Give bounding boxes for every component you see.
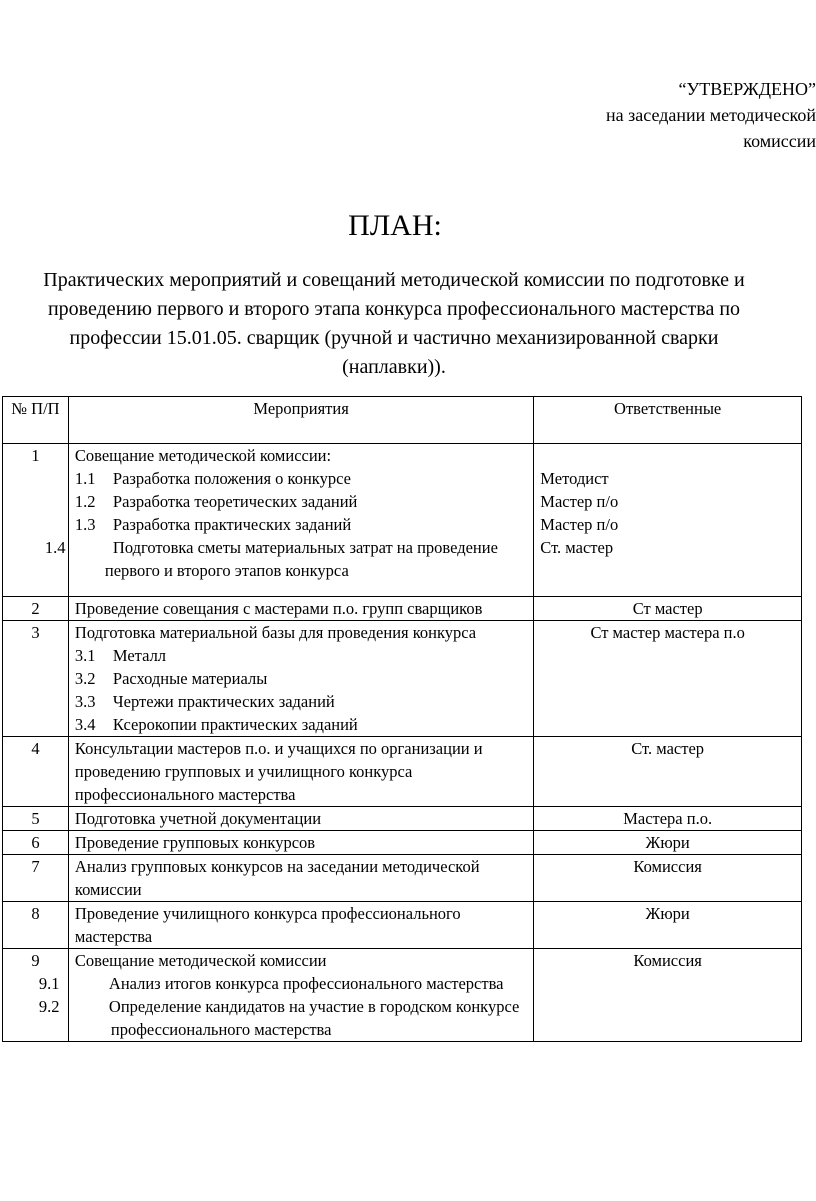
item-number: 1.2 <box>74 492 96 511</box>
header-activity: Мероприятия <box>68 397 533 444</box>
activity-title: Совещание методической комиссии: <box>74 446 332 465</box>
item-text: Определение кандидатов на участие в городском конкурсе профессионального мастерства <box>108 997 520 1039</box>
responsible-item: Ст. мастер <box>540 538 614 557</box>
row-responsible: Ст мастер <box>534 597 802 621</box>
row-activity: Проведение училищного конкурса профессионального мастерства <box>68 902 533 949</box>
row-number: 7 <box>3 855 69 902</box>
row-activity: Проведение групповых конкурсов <box>68 831 533 855</box>
row-responsible: Ст мастер мастера п.о <box>534 621 802 737</box>
row-activity <box>38 949 533 1042</box>
item-number: 3.3 <box>74 692 96 711</box>
table-header-row <box>3 397 802 444</box>
item-text: Металл <box>112 646 167 665</box>
row-responsible <box>534 444 802 597</box>
subtitle-line: (наплавки)). <box>342 356 446 378</box>
item-number: 1.3 <box>74 515 96 534</box>
activity-title: Совещание методической комиссии <box>74 951 327 970</box>
item-text: Расходные материалы <box>112 669 268 688</box>
item-text: Разработка теоретических заданий <box>112 492 358 511</box>
row-activity <box>68 621 533 737</box>
activity-title: Подготовка материальной базы для проведения конкурса <box>74 623 477 642</box>
item-number: 3.2 <box>74 669 96 688</box>
table-row <box>3 807 802 831</box>
header-responsible: Ответственные <box>534 397 802 444</box>
item-number: 9.1 <box>38 974 60 993</box>
approval-line: на заседании методической <box>606 105 816 125</box>
table-row <box>3 737 802 807</box>
row-activity: Консультации мастеров п.о. и учащихся по организации и проведению групповых и училищного конкурса профессионального мастерства <box>68 737 533 807</box>
responsible-item: Методист <box>540 469 609 488</box>
item-number: 3.1 <box>74 646 96 665</box>
table-row <box>3 855 802 902</box>
approval-line: комиссии <box>743 131 816 151</box>
row-activity: Проведение совещания с мастерами п.о. групп сварщиков <box>68 597 533 621</box>
item-number: 1.1 <box>74 469 96 488</box>
table-row <box>3 902 802 949</box>
table-row <box>3 597 802 621</box>
row-number: 8 <box>3 902 69 949</box>
item-number: 3.4 <box>74 715 96 734</box>
table-row <box>3 831 802 855</box>
row-number: 3 <box>3 621 69 737</box>
approval-heading: “УТВЕРЖДЕНО” <box>678 79 816 99</box>
item-text: Ксерокопии практических заданий <box>112 715 358 734</box>
responsible-item: Мастер п/о <box>540 492 619 511</box>
item-text: Разработка положения о конкурсе <box>112 469 351 488</box>
item-text: Анализ итогов конкурса профессионального мастерства <box>108 974 504 993</box>
responsible-item: Мастер п/о <box>540 515 619 534</box>
row-responsible: Комиссия <box>534 855 802 902</box>
row-number: 1 <box>3 444 69 597</box>
plan-subtitle <box>0 266 794 382</box>
row-number: 6 <box>3 831 69 855</box>
table-row <box>3 444 802 597</box>
row-number: 2 <box>3 597 69 621</box>
row-responsible: Жюри <box>534 831 802 855</box>
row-activity <box>44 444 533 597</box>
subtitle-line: профессии 15.01.05. сварщик (ручной и частично механизированной сварки <box>69 327 719 349</box>
item-text: Подготовка сметы материальных затрат на проведение первого и второго этапов конкурса <box>104 538 498 580</box>
row-responsible: Жюри <box>534 902 802 949</box>
row-number: 5 <box>3 807 69 831</box>
row-responsible: Мастера п.о. <box>534 807 802 831</box>
header-num: № П/П <box>3 397 69 444</box>
row-number: 4 <box>3 737 69 807</box>
row-activity: Подготовка учетной документации <box>68 807 533 831</box>
item-number: 9.2 <box>38 997 60 1016</box>
subtitle-line: Практических мероприятий и совещаний методической комиссии по подготовке и <box>43 269 745 291</box>
row-number: 9 <box>3 949 69 1042</box>
page-title: ПЛАН: <box>348 209 442 242</box>
row-activity: Анализ групповых конкурсов на заседании методической комиссии <box>68 855 533 902</box>
item-text: Разработка практических заданий <box>112 515 352 534</box>
approval-block <box>516 76 816 154</box>
row-responsible: Ст. мастер <box>534 737 802 807</box>
row-responsible: Комиссия <box>534 949 802 1042</box>
item-number: 1.4 <box>44 538 66 557</box>
table-row <box>3 949 802 1042</box>
item-text: Чертежи практических заданий <box>112 692 335 711</box>
subtitle-line: проведению первого и второго этапа конкурса профессионального мастерства по <box>47 298 741 320</box>
table-row <box>3 621 802 737</box>
plan-table <box>2 396 802 1042</box>
